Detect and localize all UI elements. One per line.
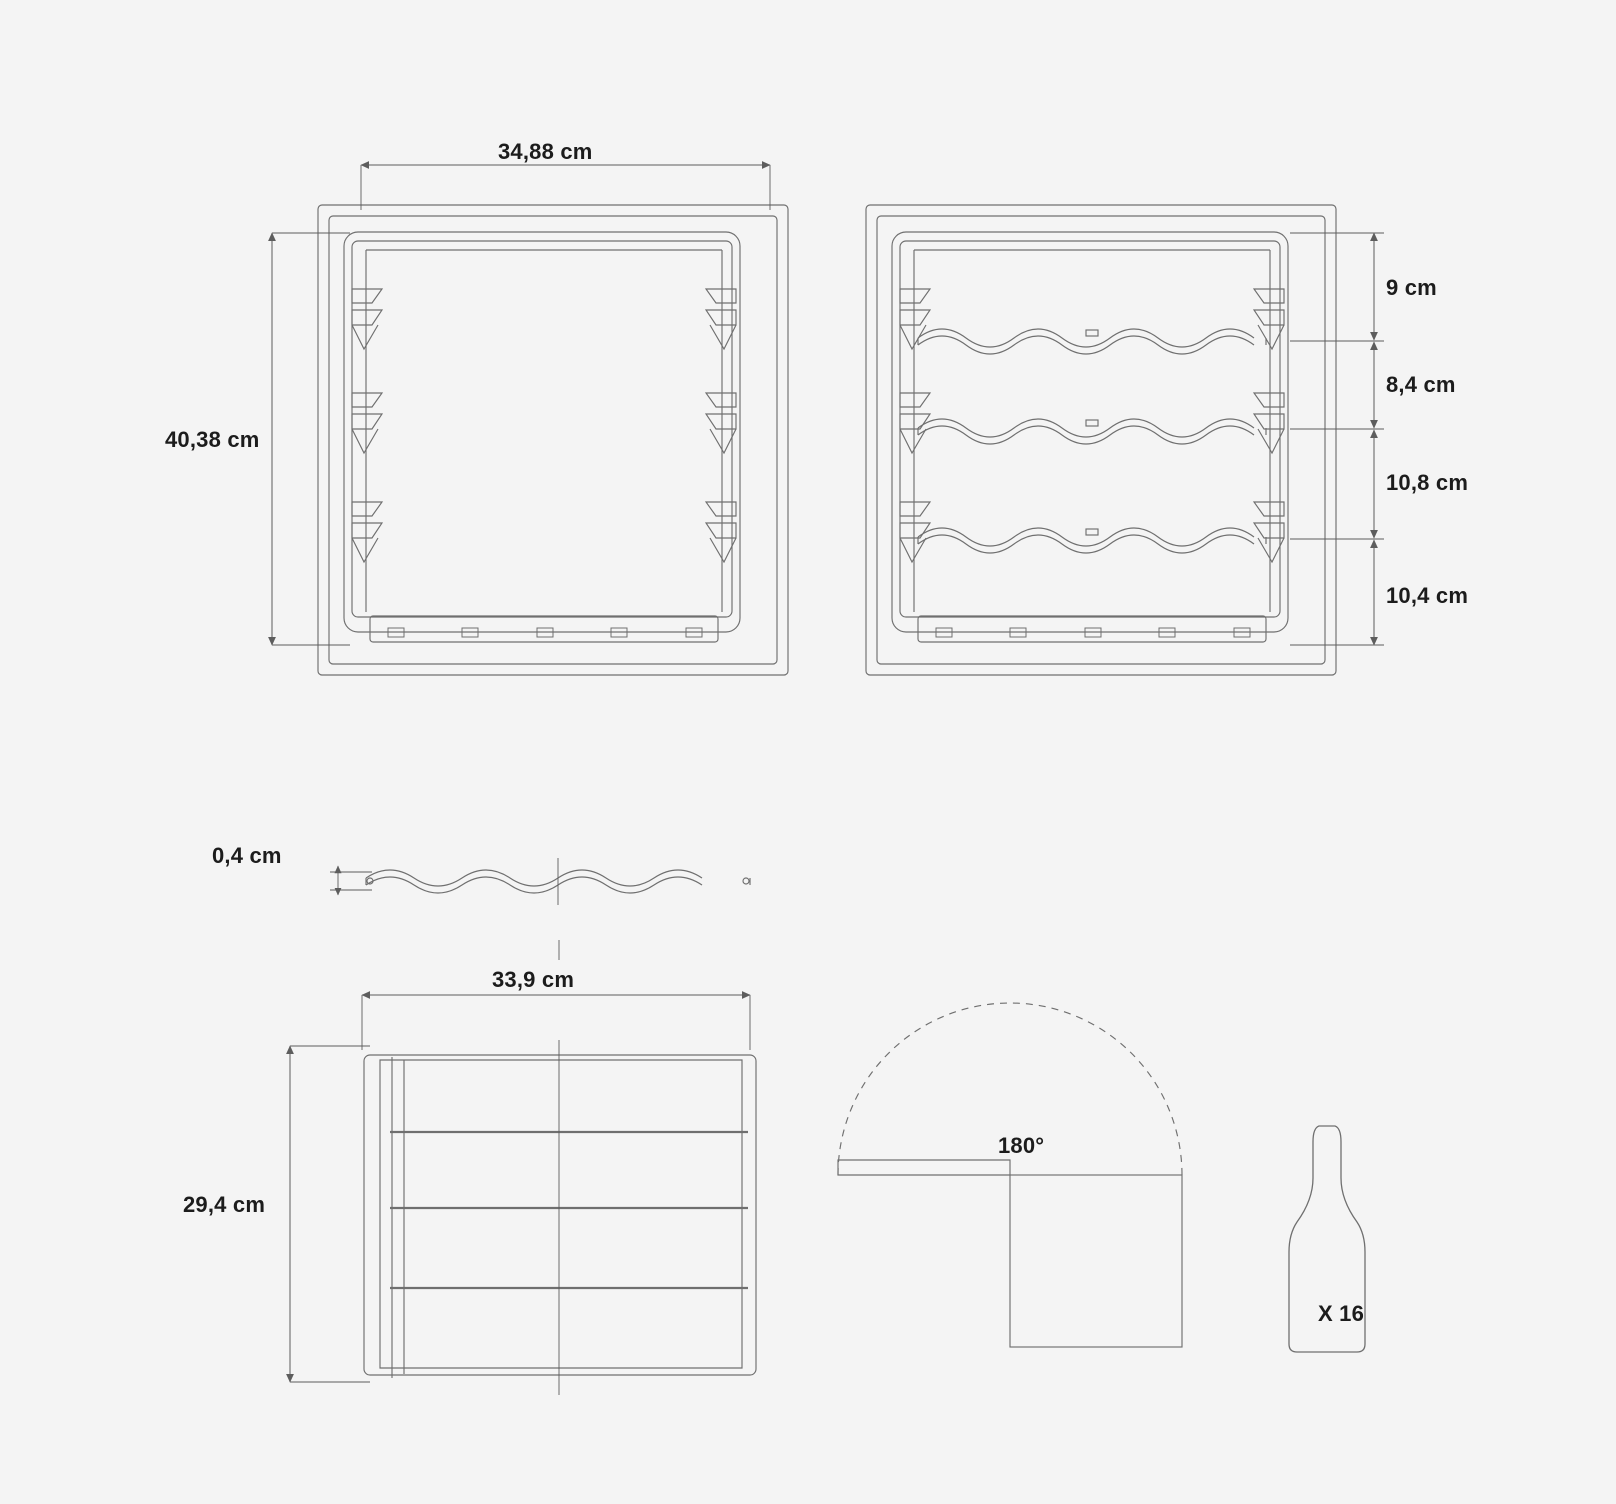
label-front-height: 40,38 cm	[165, 427, 260, 452]
label-shelf-width: 33,9 cm	[492, 967, 575, 992]
view-front-with-shelves	[866, 205, 1336, 675]
dimension-front-height	[272, 233, 350, 645]
view-wire-profile	[330, 858, 750, 905]
label-wire-thickness: 0,4 cm	[212, 843, 282, 868]
label-shelf-gap-bottom: 10,4 cm	[1386, 583, 1469, 608]
label-shelf-gap-third: 10,8 cm	[1386, 470, 1469, 495]
label-shelf-gap-second: 8,4 cm	[1386, 372, 1456, 397]
view-front-empty	[318, 205, 788, 675]
wave-shelf	[918, 329, 1266, 354]
label-front-width: 34,88 cm	[498, 139, 593, 164]
wave-shelf	[918, 419, 1266, 444]
view-shelf-top	[290, 940, 756, 1395]
label-door-angle: 180°	[998, 1133, 1045, 1158]
dimension-shelf-gaps	[1290, 233, 1384, 645]
wave-shelf	[918, 528, 1266, 553]
label-shelf-depth: 29,4 cm	[183, 1192, 266, 1217]
dimension-front-width	[361, 165, 770, 210]
view-door-swing	[838, 1003, 1182, 1347]
label-bottle-capacity: X 16	[1318, 1301, 1365, 1326]
label-shelf-gap-top: 9 cm	[1386, 275, 1437, 300]
